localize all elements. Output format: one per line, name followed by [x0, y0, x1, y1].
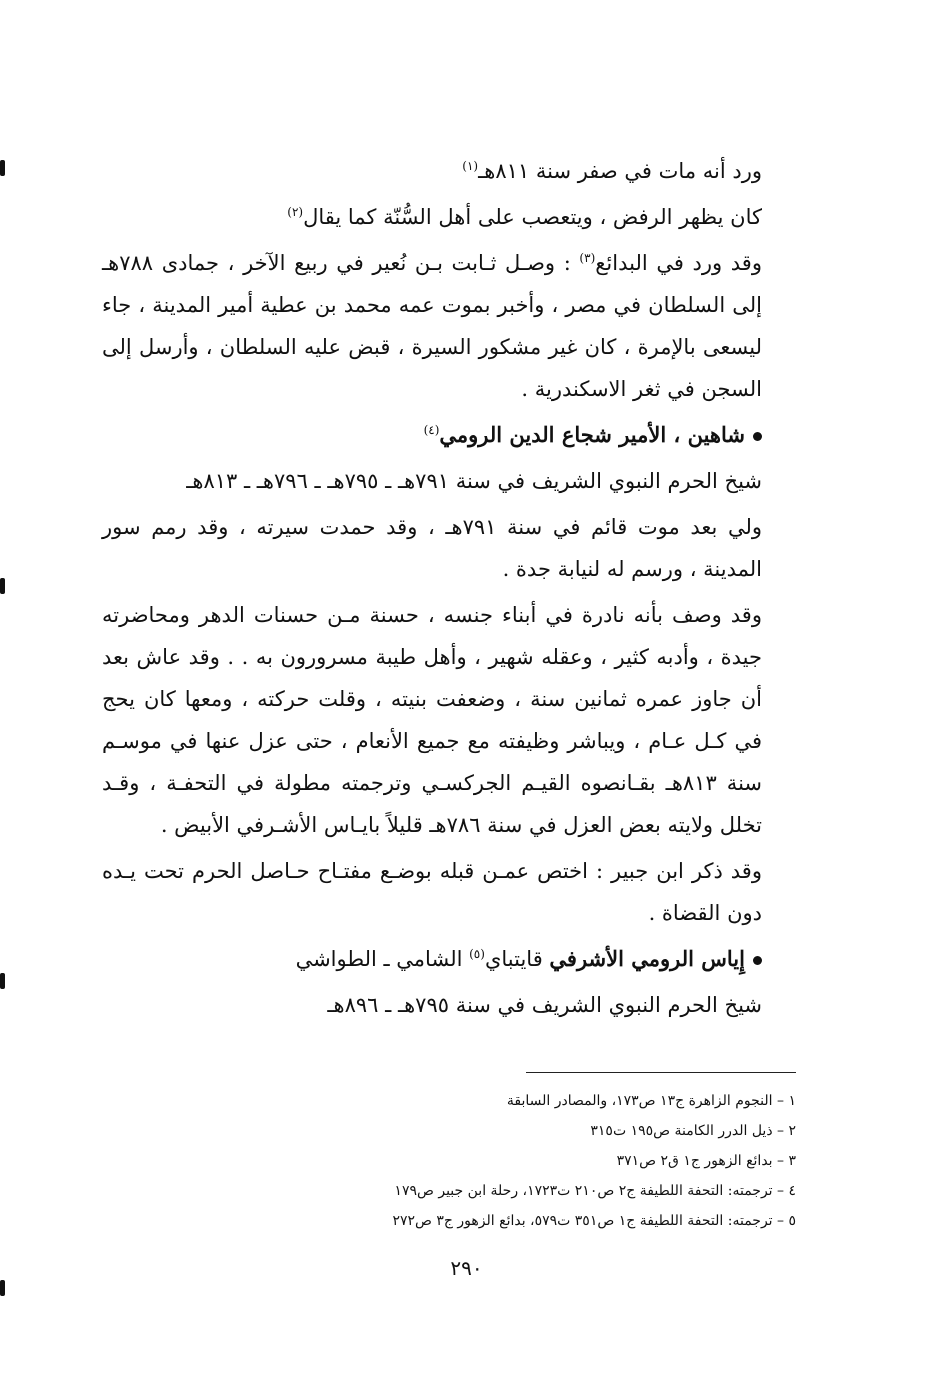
main-text: [102, 150, 802, 1030]
paragraph-shahin-description: وقد وصف بأنه نادرة في أبناء جنسه ، حسنة مـن حسنات الدهر ومحاضرته جيدة ، وأدبه كثير ، وعقله شهير ، وأهل طيبة مسرورون به . . وقد عاش بعد أن جاوز عمره ثمانين سنة ، وضعفت بنيته ، وقلت حركته ، ومعها كان يحج في كـل عـام ، ويباشر وظيفته مع جميع الأنعام ، حتى عزل عنها في موسـم سنة ٨١٣هـ بقـانصوه القيـم الجركسـي وترجمته مطولة في التحفـة ، وقـد تخلل ولايته بعض العزل في سنة ٧٨٦هـ قليلاً بايـاس الأشـرفي الأبيض .: [102, 603, 763, 837]
scan-edge-mark: [0, 1280, 5, 1296]
footnote-3: ٣ – بدائع الزهور ج١ ق٢ ص٣٧١: [616, 1153, 796, 1169]
bullet-icon: [753, 432, 762, 441]
paragraph-death: ورد أنه مات في صفر سنة ٨١١هـ$^{(١)}$: [462, 159, 762, 183]
footnote-ref-5: (٥): [469, 947, 485, 961]
footnote-1: ١ – النجوم الزاهرة ج١٣ ص١٧٣، والمصادر السابقة: [506, 1093, 796, 1109]
paragraph-iyas-years: شيخ الحرم النبوي الشريف في سنة ٧٩٥هـ ـ ٨٩٦هـ: [327, 993, 762, 1017]
footnote-4: ٤ – ترجمته: التحفة اللطيفة ج٢ ص٢١٠ ت١٧٢٣، رحلة ابن جبير ص١٧٩: [394, 1183, 796, 1199]
paragraph-badaie: وقد ورد في البدائع$^{(٣)}$ : وصـل ثـابت بـن نُعير في ربيع الآخر ، جمادى ٧٨٨هـ إلى السلطان في مصر ، وأخبر بموت عمه محمد بن عطية أمير المدينة ، جاء ليسعى بالإمرة ، كان غير مشكور السيرة ، قبض عليه السلطان ، وأرسل إلى السجن في ثغر الاسكندرية .: [102, 251, 762, 401]
paragraph-description: كان يظهر الرفض ، ويتعصب على أهل السُّنّة كما يقال$^{(٢)}$: [287, 205, 762, 229]
paragraph-shahin-years: شيخ الحرم النبوي الشريف في سنة ٧٩١هـ ـ ٧٩٥هـ ـ ٧٩٦هـ ـ ٨١٣هـ: [186, 469, 762, 493]
footnotes: [300, 1086, 796, 1236]
footnote-ref-2: (٢): [287, 205, 304, 219]
footnote-ref-3: (٣): [579, 251, 596, 265]
footnote-5: ٥ – ترجمته: التحفة اللطيفة ج١ ص٣٥١ ت٥٧٩، بدائع الزهور ج٣ ص٢٧٢: [392, 1213, 796, 1229]
bullet-icon: [753, 956, 762, 965]
footnote-divider: [526, 1072, 796, 1073]
scan-edge-mark: [0, 160, 5, 176]
entry-heading-shahin: شاهين ، الأمير شجاع الدين الرومي$^{(٤)}$: [102, 414, 802, 456]
paragraph-shahin-appointment: ولي بعد موت قائم في سنة ٧٩١هـ ، وقد حمدت سيرته ، وقد رمم سور المدينة ، ورسم له لنيابة جدة .: [102, 515, 762, 581]
scan-edge-mark: [0, 578, 5, 594]
footnote-ref-1: (١): [462, 159, 479, 173]
scan-edge-mark: [0, 973, 5, 989]
footnote-2: ٢ – ذيل الدرر الكامنة ص١٩٥ ت٣١٥: [590, 1123, 796, 1139]
footnote-ref-4: (٤): [423, 423, 440, 437]
paragraph-ibn-jubayr: وقد ذكر ابن جبير : اختص عمـن قبله بوضـع مفتـاح حـاصل الحرم تحت يـده دون القضاة .: [102, 859, 762, 925]
page-number: ٢٩٠: [450, 1256, 483, 1280]
entry-heading-iyas: إِياس الرومي الأشرفي قايتباي$^{(٥)}$ الشامي ـ الطواشي: [102, 938, 802, 980]
